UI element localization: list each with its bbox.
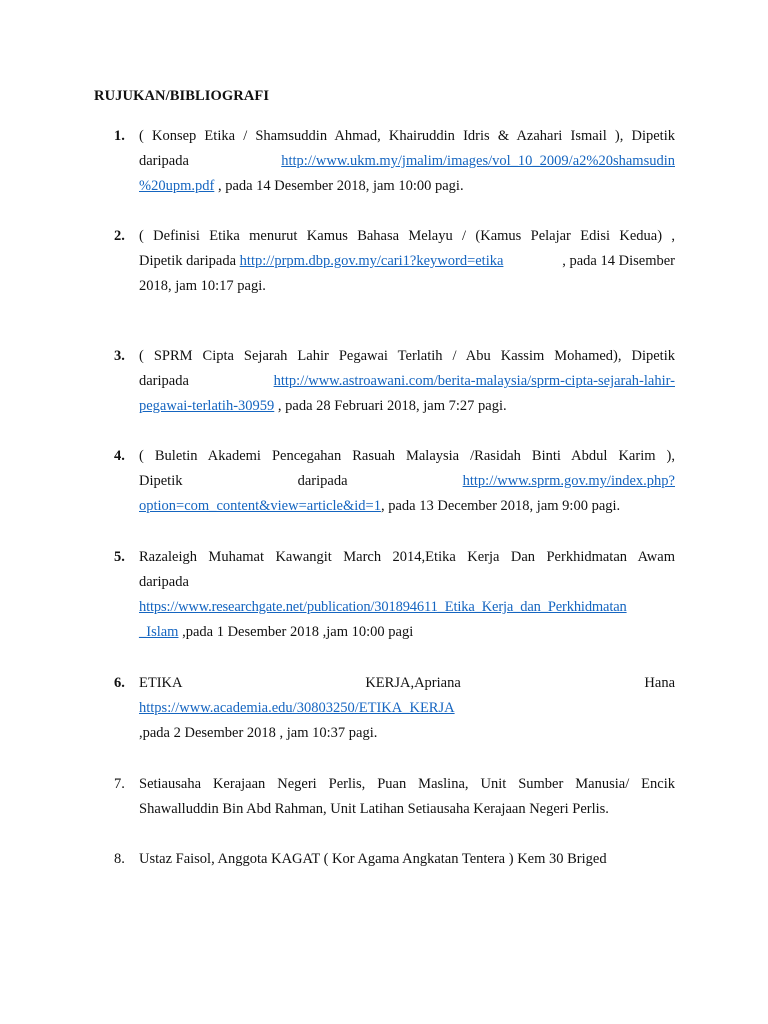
reference-text: daripada — [139, 373, 189, 389]
reference-item — [114, 124, 675, 199]
reference-text: Ustaz Faisol, Anggota KAGAT ( Kor Agama Angkatan Tentera ) Kem 30 Briged — [139, 851, 607, 867]
reference-text: ( Definisi Etika menurut Kamus Bahasa Melayu / (Kamus Pelajar Edisi Kedua) , — [139, 228, 675, 244]
reference-item — [114, 772, 675, 822]
reference-line — [139, 149, 675, 174]
reference-text: Setiausaha Kerajaan Negeri Perlis, Puan Maslina, Unit Sumber Manusia/ Encik — [139, 776, 675, 792]
reference-text: daripada — [297, 473, 348, 489]
reference-line — [139, 249, 675, 274]
reference-number: 7. — [114, 776, 125, 792]
reference-line — [139, 620, 675, 645]
reference-text: KERJA,Apriana — [365, 675, 461, 691]
reference-link[interactable]: option=com_content&view=article&id=1 — [139, 498, 381, 514]
reference-number: 5. — [114, 549, 125, 565]
reference-text: daripada — [139, 574, 189, 590]
reference-link[interactable]: _Islam — [139, 624, 179, 640]
reference-line — [139, 394, 675, 419]
reference-line — [139, 494, 675, 519]
reference-text: Shawalluddin Bin Abd Rahman, Unit Latihan Setiausaha Kerajaan Negeri Perlis. — [139, 801, 609, 817]
reference-text: ( SPRM Cipta Sejarah Lahir Pegawai Terlatih / Abu Kassim Mohamed), Dipetik — [139, 348, 675, 364]
reference-text: Hana — [644, 675, 676, 691]
reference-item — [114, 545, 675, 645]
reference-link[interactable]: http://prpm.dbp.gov.my/cari1?keyword=etika — [239, 253, 504, 269]
reference-text: , pada 13 December 2018, jam 9:00 pagi. — [380, 498, 621, 514]
reference-number: 6. — [114, 675, 125, 691]
reference-number: 1. — [114, 128, 125, 144]
reference-number: 3. — [114, 348, 125, 364]
page-title: RUJUKAN/BIBLIOGRAFI — [94, 88, 270, 104]
reference-text: ,pada 2 Desember 2018 , jam 10:37 pagi. — [139, 725, 378, 741]
reference-link[interactable]: %20upm.pdf — [139, 178, 215, 194]
reference-number: 8. — [114, 851, 125, 867]
reference-text: Dipetik daripada — [139, 253, 240, 269]
reference-number: 4. — [114, 448, 125, 464]
reference-text: daripada — [139, 153, 189, 169]
reference-item — [114, 224, 675, 299]
reference-link[interactable]: https://www.researchgate.net/publication/301894611_Etika_Kerja_dan_Perkhidmatan — [139, 599, 627, 615]
reference-text: , pada 14 Disember — [558, 253, 675, 269]
reference-link[interactable]: pegawai-terlatih-30959 — [139, 398, 275, 414]
reference-item — [114, 847, 675, 872]
reference-item — [114, 671, 675, 746]
reference-link[interactable]: http://www.ukm.my/jmalim/images/vol_10_2009/a2%20shamsudin — [281, 153, 675, 169]
reference-text: , pada 28 Februari 2018, jam 7:27 pagi. — [274, 398, 507, 414]
reference-text: 2018, jam 10:17 pagi. — [139, 278, 266, 294]
reference-number: 2. — [114, 228, 125, 244]
reference-link[interactable]: http://www.astroawani.com/berita-malaysia/sprm-cipta-sejarah-lahir- — [273, 373, 675, 389]
reference-link[interactable]: http://www.sprm.gov.my/index.php? — [462, 473, 675, 489]
reference-link[interactable]: https://www.academia.edu/30803250/ETIKA_KERJA — [139, 700, 455, 716]
reference-text: Razaleigh Muhamat Kawangit March 2014,Etika Kerja Dan Perkhidmatan Awam — [139, 549, 675, 565]
reference-line — [139, 696, 675, 721]
reference-text: , pada 14 Desember 2018, jam 10:00 pagi. — [214, 178, 464, 194]
reference-item — [114, 344, 675, 419]
reference-line — [139, 595, 675, 620]
reference-line — [139, 469, 675, 494]
reference-line — [139, 174, 675, 199]
reference-line — [139, 671, 675, 696]
reference-text: ,pada 1 Desember 2018 ,jam 10:00 pagi — [178, 624, 414, 640]
reference-line — [139, 369, 675, 394]
reference-text: ETIKA — [139, 675, 182, 691]
reference-item — [114, 444, 675, 519]
reference-text: Dipetik — [139, 473, 183, 489]
reference-text: ( Buletin Akademi Pencegahan Rasuah Malaysia /Rasidah Binti Abdul Karim ), — [139, 448, 675, 464]
reference-text: ( Konsep Etika / Shamsuddin Ahmad, Khairuddin Idris & Azahari Ismail ), Dipetik — [139, 128, 675, 144]
